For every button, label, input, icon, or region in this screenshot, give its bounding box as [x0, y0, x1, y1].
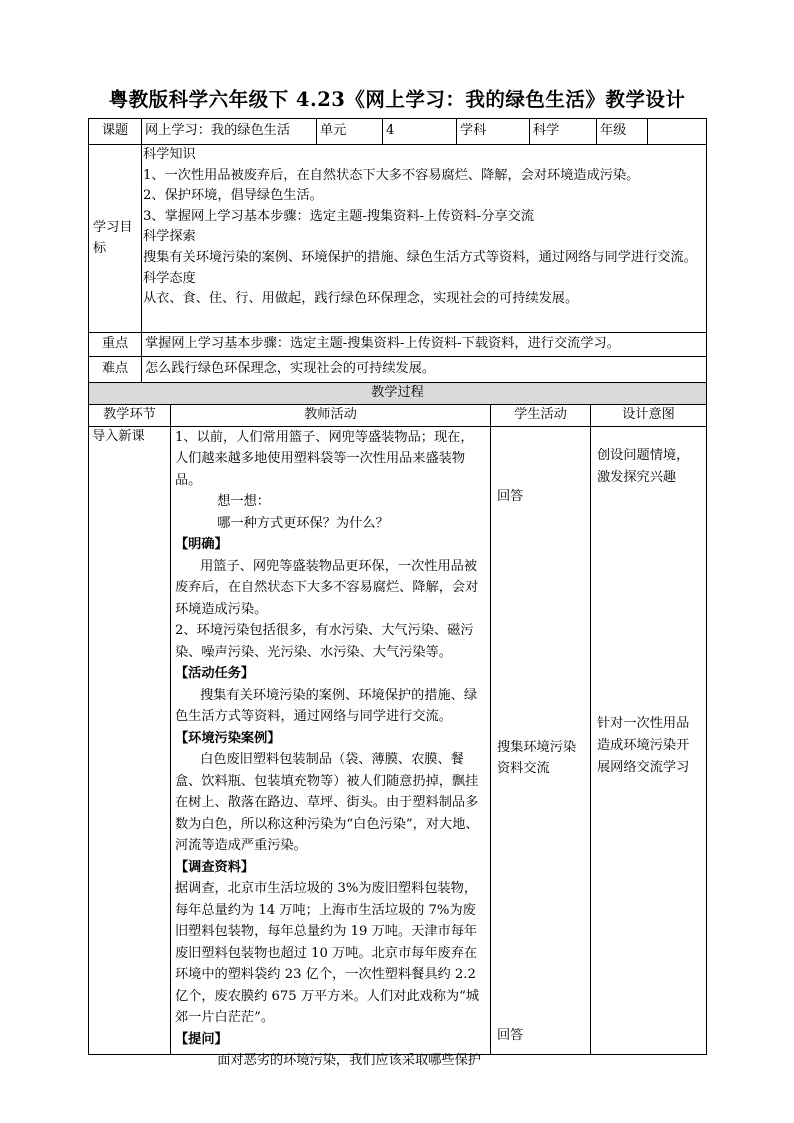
subject-label: 学科: [457, 119, 530, 145]
teacher-paragraph-1: 1、以前，人们常用篮子、网兜等盛装物品；现在，人们越来越多地使用塑料袋等一次性用品来盛装物品。: [175, 429, 474, 488]
knowledge-item-3: 3、掌握网上学习基本步骤：选定主题-搜集资料-上传资料-分享交流: [143, 208, 535, 224]
question-text: 哪一种方式更环保？为什么？: [217, 515, 389, 531]
process-table: [88, 382, 707, 1069]
grade-label: 年级: [597, 119, 648, 145]
ask-text: 面对恶劣的环境污染，我们应该采取哪些保护: [217, 1053, 481, 1069]
ask-label: 【提问】: [175, 1031, 228, 1047]
difficulty-text: 怎么践行绿色环保理念，实现社会的可持续发展。: [142, 357, 707, 383]
case-text: 白色废旧塑料包装制品（袋、薄膜、农膜、餐盒、饮料瓶、包装填充物等）被人们随意扔掉，飘挂在树上、散落在路边、草坪、街头。由于塑料制品多数为白色，所以称这种污染为“白色污染”，对大地、河流等造成严重污染。: [175, 752, 479, 854]
task-text: 搜集有关环境污染的案例、环境保护的措施、绿色生活方式等资料，通过网络与同学进行交流。: [175, 687, 478, 725]
key-point-label: 重点: [89, 333, 142, 357]
unit-label: 单元: [317, 119, 383, 145]
clarify-text: 用篮子、网兜等盛装物品更环保，一次性用品被废弃后，在自然状态下大多不容易腐烂、降解，会对环境造成污染。: [175, 558, 479, 617]
column-header-teacher: 教师活动: [171, 404, 491, 426]
student-answer-1: 回答: [497, 488, 524, 504]
design-intent-cell: [591, 426, 707, 1054]
knowledge-item-2: 2、保护环境，倡导绿色生活。: [143, 188, 323, 204]
grade-value: [648, 119, 707, 145]
student-activity-cell: [491, 426, 591, 1054]
objectives-label: 学习目标: [89, 145, 142, 333]
case-label: 【环境污染案例】: [175, 730, 281, 746]
task-label: 【活动任务】: [175, 666, 255, 682]
clarify-label: 【明确】: [175, 537, 228, 553]
teacher-paragraph-2: 2、环境污染包括很多，有水污染、大气污染、磁污染、噪声污染、光污染、水污染、大气污染等。: [175, 623, 474, 660]
student-collect: 搜集环境污染资料交流: [497, 739, 577, 777]
attitude-title: 科学态度: [143, 270, 196, 286]
stage-cell: 导入新课: [89, 426, 171, 1054]
key-point-text: 掌握网上学习基本步骤：选定主题-搜集资料-上传资料-下载资料，进行交流学习。: [142, 333, 707, 357]
process-heading: 教学过程: [89, 383, 707, 405]
intent-2: 针对一次性用品造成环境污染开展网络交流学习: [597, 715, 690, 775]
difficulty-label: 难点: [89, 357, 142, 383]
attitude-text: 从衣、食、住、行、用做起，践行绿色环保理念，实现社会的可持续发展。: [143, 291, 579, 307]
think-prompt: 想一想：: [217, 494, 270, 510]
lesson-plan-table: [88, 118, 706, 1069]
column-header-intent: 设计意图: [591, 404, 707, 426]
teacher-activity-cell: [171, 426, 491, 1069]
unit-value: 4: [383, 119, 457, 145]
column-header-stage: 教学环节: [89, 404, 171, 426]
explore-title: 科学探索: [143, 229, 196, 245]
info-table: [88, 118, 707, 383]
topic-label: 课题: [89, 119, 142, 145]
survey-label: 【调查资料】: [175, 859, 255, 875]
survey-text: 据调查，北京市生活垃圾的 3%为废旧塑料包装物，每年总量约为 14 万吨；上海市生活垃圾的 7%为废旧塑料包装物，每年总量约为 19 万吨。天津市每年废旧塑料包装物也超过 10 万吨。北京市每年废弃在环境中的塑料袋约 23 亿个，一次性塑料餐具约 2.2 亿个，废农膜约 675 万平方米。人们对此戏称为“城郊一片白茫茫”。: [175, 881, 480, 1026]
explore-text: 搜集有关环境污染的案例、环境保护的措施、绿色生活方式等资料，通过网络与同学进行交流。: [143, 249, 697, 265]
intent-1: 创设问题情境，激发探究兴趣: [597, 447, 690, 485]
objectives-content: [142, 145, 707, 333]
topic-value: 网上学习：我的绿色生活: [142, 119, 317, 145]
knowledge-item-1: 1、一次性用品被废弃后，在自然状态下大多不容易腐烂、降解，会对环境造成污染。: [143, 167, 640, 183]
column-header-student: 学生活动: [491, 404, 591, 426]
student-answer-2: 回答: [497, 1027, 524, 1043]
document-title: 粤教版科学六年级下 4.23《网上学习：我的绿色生活》教学设计: [108, 88, 686, 111]
knowledge-title: 科学知识: [143, 147, 196, 162]
subject-value: 科学: [530, 119, 597, 145]
